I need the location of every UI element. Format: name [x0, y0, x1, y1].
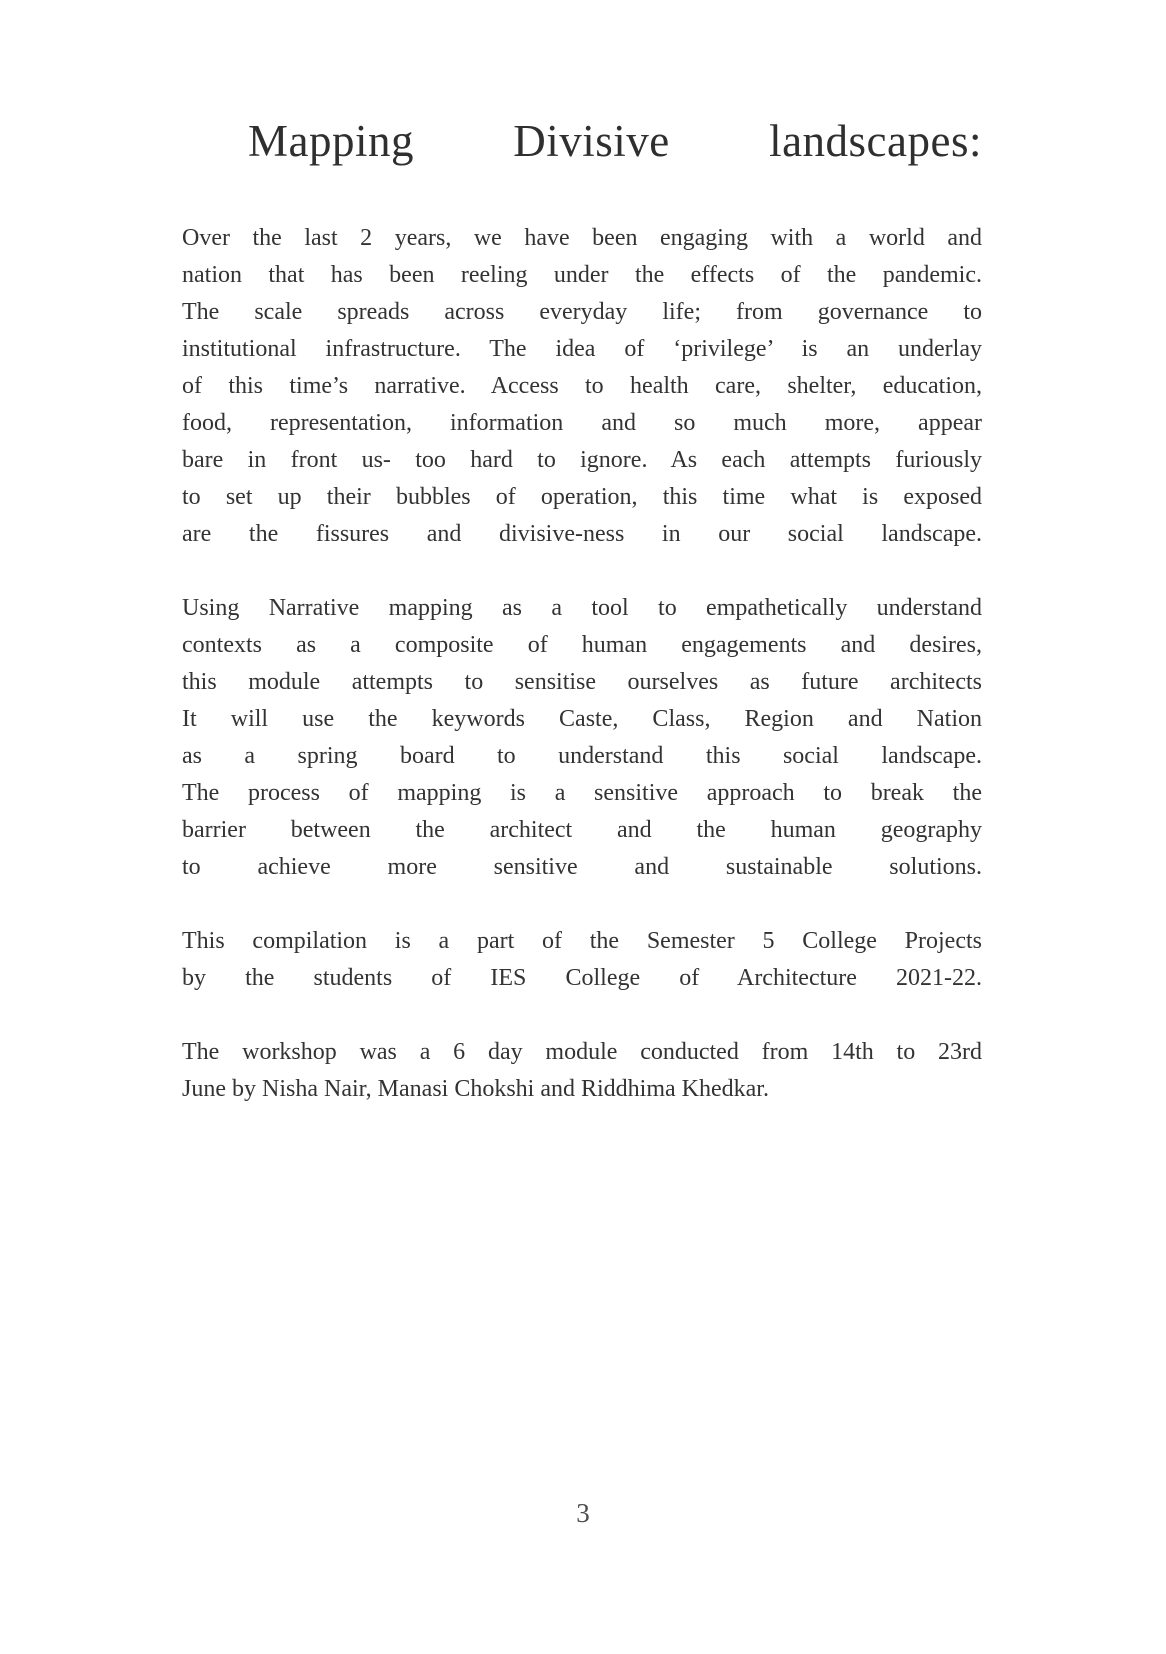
paragraph	[182, 923, 982, 997]
paragraph-line: as a spring board to understand this social landscape.	[182, 743, 982, 769]
page-number: 3	[576, 1498, 590, 1528]
paragraph-line: barrier between the architect and the human geography	[182, 817, 982, 843]
paragraph-line: of this time’s narrative. Access to health care, shelter, education,	[182, 373, 982, 399]
paragraph-line: institutional infrastructure. The idea of ‘privilege’ is an underlay	[182, 336, 982, 362]
paragraph-line: to set up their bubbles of operation, this time what is exposed	[182, 484, 982, 510]
paragraph-line: this module attempts to sensitise ourselves as future architects	[182, 669, 982, 695]
paragraph-line: The workshop was a 6 day module conducted from 14th to 23rd	[182, 1039, 982, 1065]
document-body	[182, 220, 982, 1108]
page-title: Mapping Divisive landscapes:	[248, 116, 982, 166]
paragraph-line: The process of mapping is a sensitive approach to break the	[182, 780, 982, 806]
paragraph-line: by the students of IES College of Architecture 2021-22.	[182, 965, 982, 991]
paragraph	[182, 590, 982, 886]
paragraph-line: Over the last 2 years, we have been engaging with a world and	[182, 225, 982, 251]
paragraph-line: food, representation, information and so much more, appear	[182, 410, 982, 436]
paragraph-line: The scale spreads across everyday life; from governance to	[182, 299, 982, 325]
paragraph-line: June by Nisha Nair, Manasi Chokshi and Riddhima Khedkar.	[182, 1076, 769, 1102]
paragraph-line: It will use the keywords Caste, Class, Region and Nation	[182, 706, 982, 732]
paragraph-line: Using Narrative mapping as a tool to empathetically understand	[182, 595, 982, 621]
paragraph-line: bare in front us- too hard to ignore. As each attempts furiously	[182, 447, 982, 473]
paragraph-line: nation that has been reeling under the effects of the pandemic.	[182, 262, 982, 288]
paragraph-line: contexts as a composite of human engagements and desires,	[182, 632, 982, 658]
paragraph	[182, 1034, 982, 1108]
paragraph-line: This compilation is a part of the Semester 5 College Projects	[182, 928, 982, 954]
paragraph-line: to achieve more sensitive and sustainable solutions.	[182, 854, 982, 880]
paragraph-line: are the fissures and divisive-ness in our social landscape.	[182, 521, 982, 547]
paragraph	[182, 220, 982, 553]
